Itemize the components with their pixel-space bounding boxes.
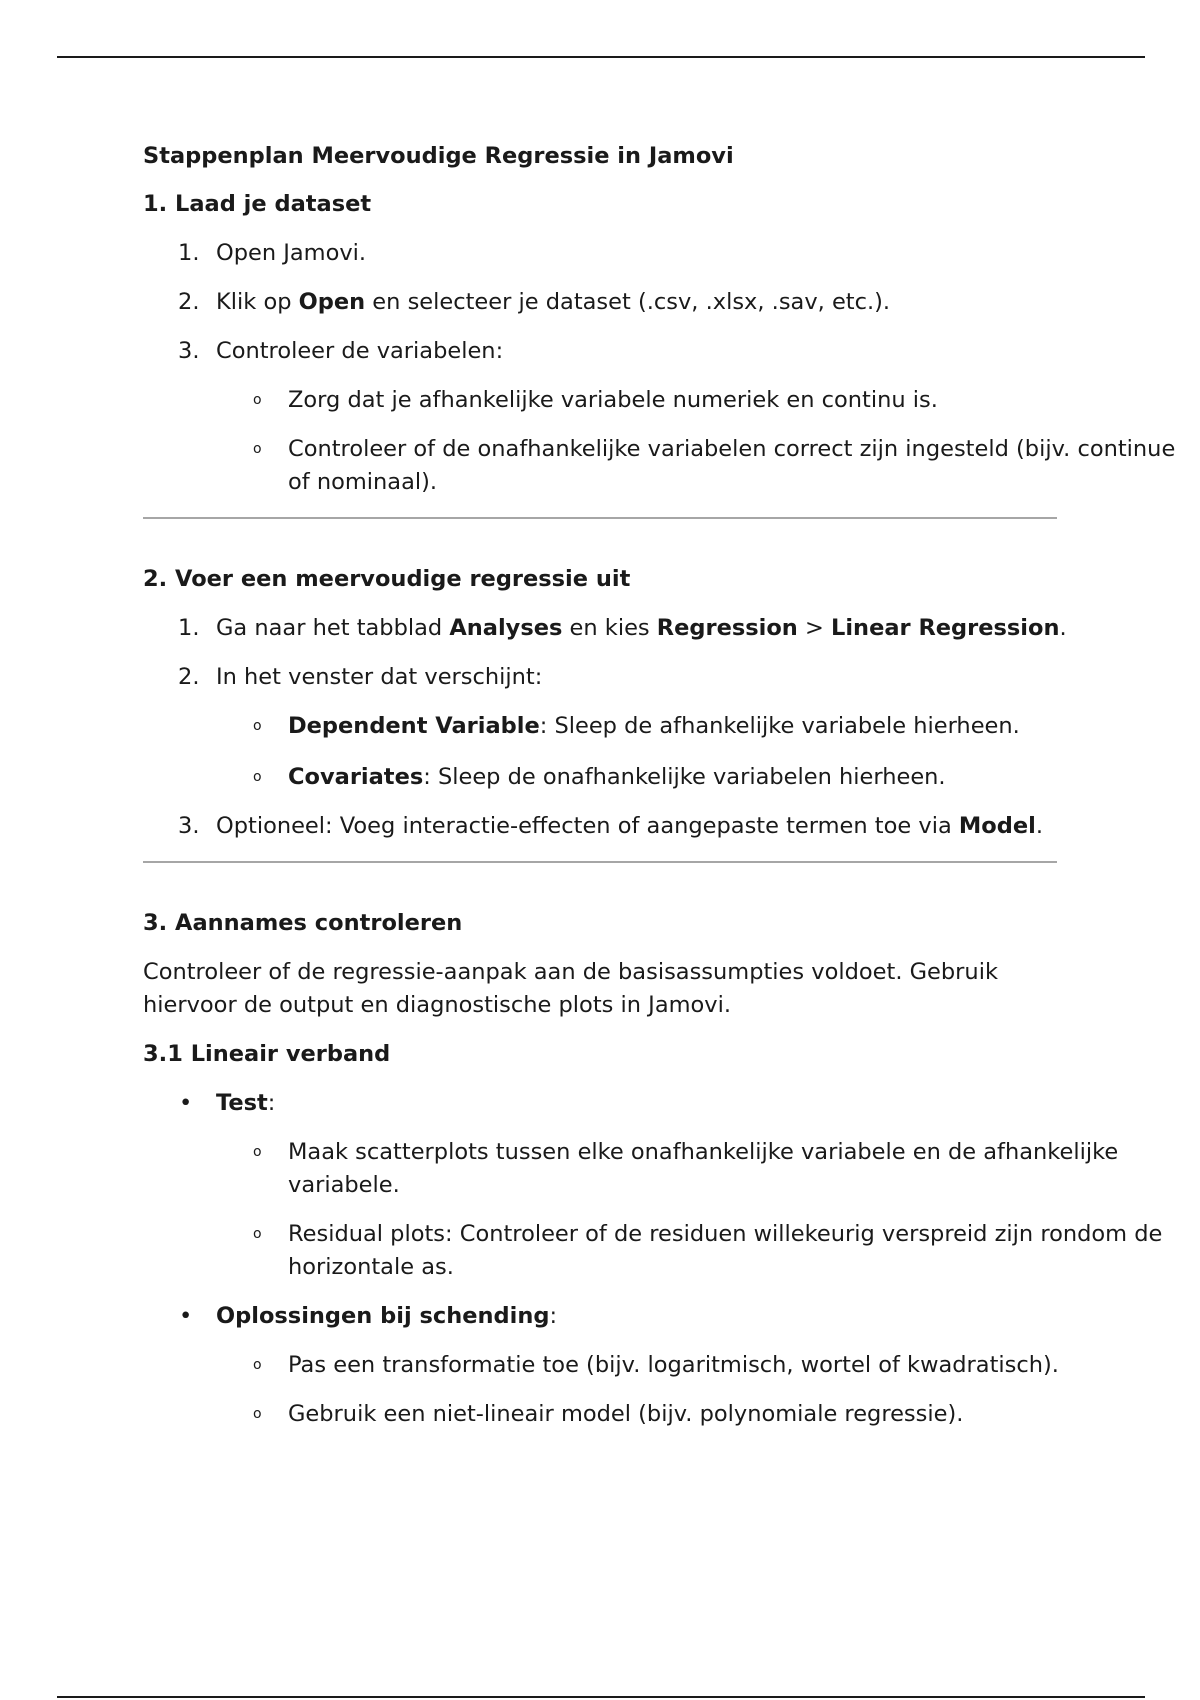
substep-text: : Sleep de afhankelijke variabele hierheen. (539, 713, 1020, 739)
list-item (143, 237, 1116, 270)
page-bottom-rule (57, 1696, 1145, 1698)
step-number: 2. (178, 289, 200, 315)
step-number: 3. (178, 338, 200, 364)
section-divider (143, 861, 1057, 863)
section-3-heading: 3. Aannames controleren (143, 910, 463, 936)
list-item (143, 433, 1188, 499)
substep-text: Controleer of de onafhankelijke variabelen correct zijn ingesteld (bijv. continue of nominaal). (288, 436, 1176, 495)
substep-text: Zorg dat je afhankelijke variabele numeriek en continu is. (288, 387, 938, 413)
bullet-icon: • (179, 1303, 193, 1329)
step-text: en selecteer je dataset (.csv, .xlsx, .sav, etc.). (365, 289, 891, 315)
list-item (143, 810, 1116, 843)
list-item (143, 286, 1116, 319)
solutions-list (143, 1300, 1143, 1333)
substep-text: Gebruik een niet-lineair model (bijv. polynomiale regressie). (288, 1401, 964, 1427)
step-text: Controleer de variabelen: (216, 338, 504, 364)
list-item (143, 1300, 1116, 1333)
step-number: 3. (178, 813, 200, 839)
substep-text: Maak scatterplots tussen elke onafhankelijke variabele en de afhankelijke variabele. (288, 1139, 1119, 1198)
open-keyword: Open (298, 289, 366, 315)
step-text: In het venster dat verschijnt: (216, 664, 543, 690)
step-text: Optioneel: Voeg interactie-effecten of aangepaste termen toe via (216, 813, 959, 839)
bullet-icon: • (179, 1090, 193, 1116)
section-2-substeps (143, 710, 1143, 794)
linear-regression-keyword: Linear Regression (831, 615, 1060, 641)
list-item (143, 661, 1116, 694)
section-2-steps-continued (143, 810, 1143, 843)
regression-keyword: Regression (656, 615, 798, 641)
step-text: Klik op (216, 289, 299, 315)
section-2-steps (143, 612, 1143, 694)
sub-bullet-icon: o (253, 1357, 262, 1373)
substep-text: : Sleep de onafhankelijke variabelen hierheen. (423, 764, 946, 790)
section-1-steps (143, 237, 1143, 368)
subsection-3-1-heading: 3.1 Lineair verband (143, 1041, 391, 1067)
list-item (143, 710, 1188, 743)
list-item (143, 1218, 1188, 1284)
step-text: Open Jamovi. (216, 240, 367, 266)
page-top-rule (57, 56, 1145, 58)
section-divider (143, 517, 1057, 519)
menu-separator: > (797, 615, 831, 641)
list-item (143, 1349, 1188, 1382)
list-item (143, 1087, 1116, 1120)
test-list (143, 1087, 1143, 1120)
substep-text: Residual plots: Controleer of de residuen willekeurig verspreid zijn rondom de horizontale as. (288, 1221, 1163, 1280)
sub-bullet-icon: o (253, 1406, 262, 1422)
label-colon: : (549, 1303, 558, 1329)
list-item (143, 335, 1116, 368)
step-text: . (1035, 813, 1043, 839)
section-3-intro: Controleer of de regressie-aanpak aan de basisassumpties voldoet. Gebruik hiervoor de output en diagnostische plots in Jamovi. (143, 959, 998, 1018)
covariates-keyword: Covariates (288, 764, 424, 790)
sub-bullet-icon: o (253, 1226, 262, 1242)
list-item (143, 1136, 1188, 1202)
sub-bullet-icon: o (253, 441, 262, 457)
step-text: en kies (562, 615, 657, 641)
section-2-heading: 2. Voer een meervoudige regressie uit (143, 566, 631, 592)
sub-bullet-icon: o (253, 392, 262, 408)
sub-bullet-icon: o (253, 1144, 262, 1160)
list-item (143, 384, 1188, 417)
list-item (143, 761, 1188, 794)
document-body (143, 140, 1176, 1447)
model-keyword: Model (958, 813, 1036, 839)
list-item (143, 1398, 1188, 1431)
test-label: Test (216, 1090, 268, 1116)
section-1-substeps (143, 384, 1176, 499)
step-number: 1. (178, 615, 200, 641)
step-number: 2. (178, 664, 200, 690)
step-text: Ga naar het tabblad (216, 615, 450, 641)
solutions-label: Oplossingen bij schending (216, 1303, 550, 1329)
list-item (143, 612, 1116, 645)
dependent-variable-keyword: Dependent Variable (288, 713, 540, 739)
step-text: . (1059, 615, 1067, 641)
analyses-keyword: Analyses (449, 615, 563, 641)
solutions-substeps (143, 1349, 1143, 1431)
test-substeps (143, 1136, 1163, 1284)
step-number: 1. (178, 240, 200, 266)
sub-bullet-icon: o (253, 769, 262, 785)
substep-text: Pas een transformatie toe (bijv. logaritmisch, wortel of kwadratisch). (288, 1352, 1059, 1378)
sub-bullet-icon: o (253, 718, 262, 734)
section-1-heading: 1. Laad je dataset (143, 191, 372, 217)
label-colon: : (267, 1090, 276, 1116)
document-title: Stappenplan Meervoudige Regressie in Jamovi (143, 143, 734, 169)
